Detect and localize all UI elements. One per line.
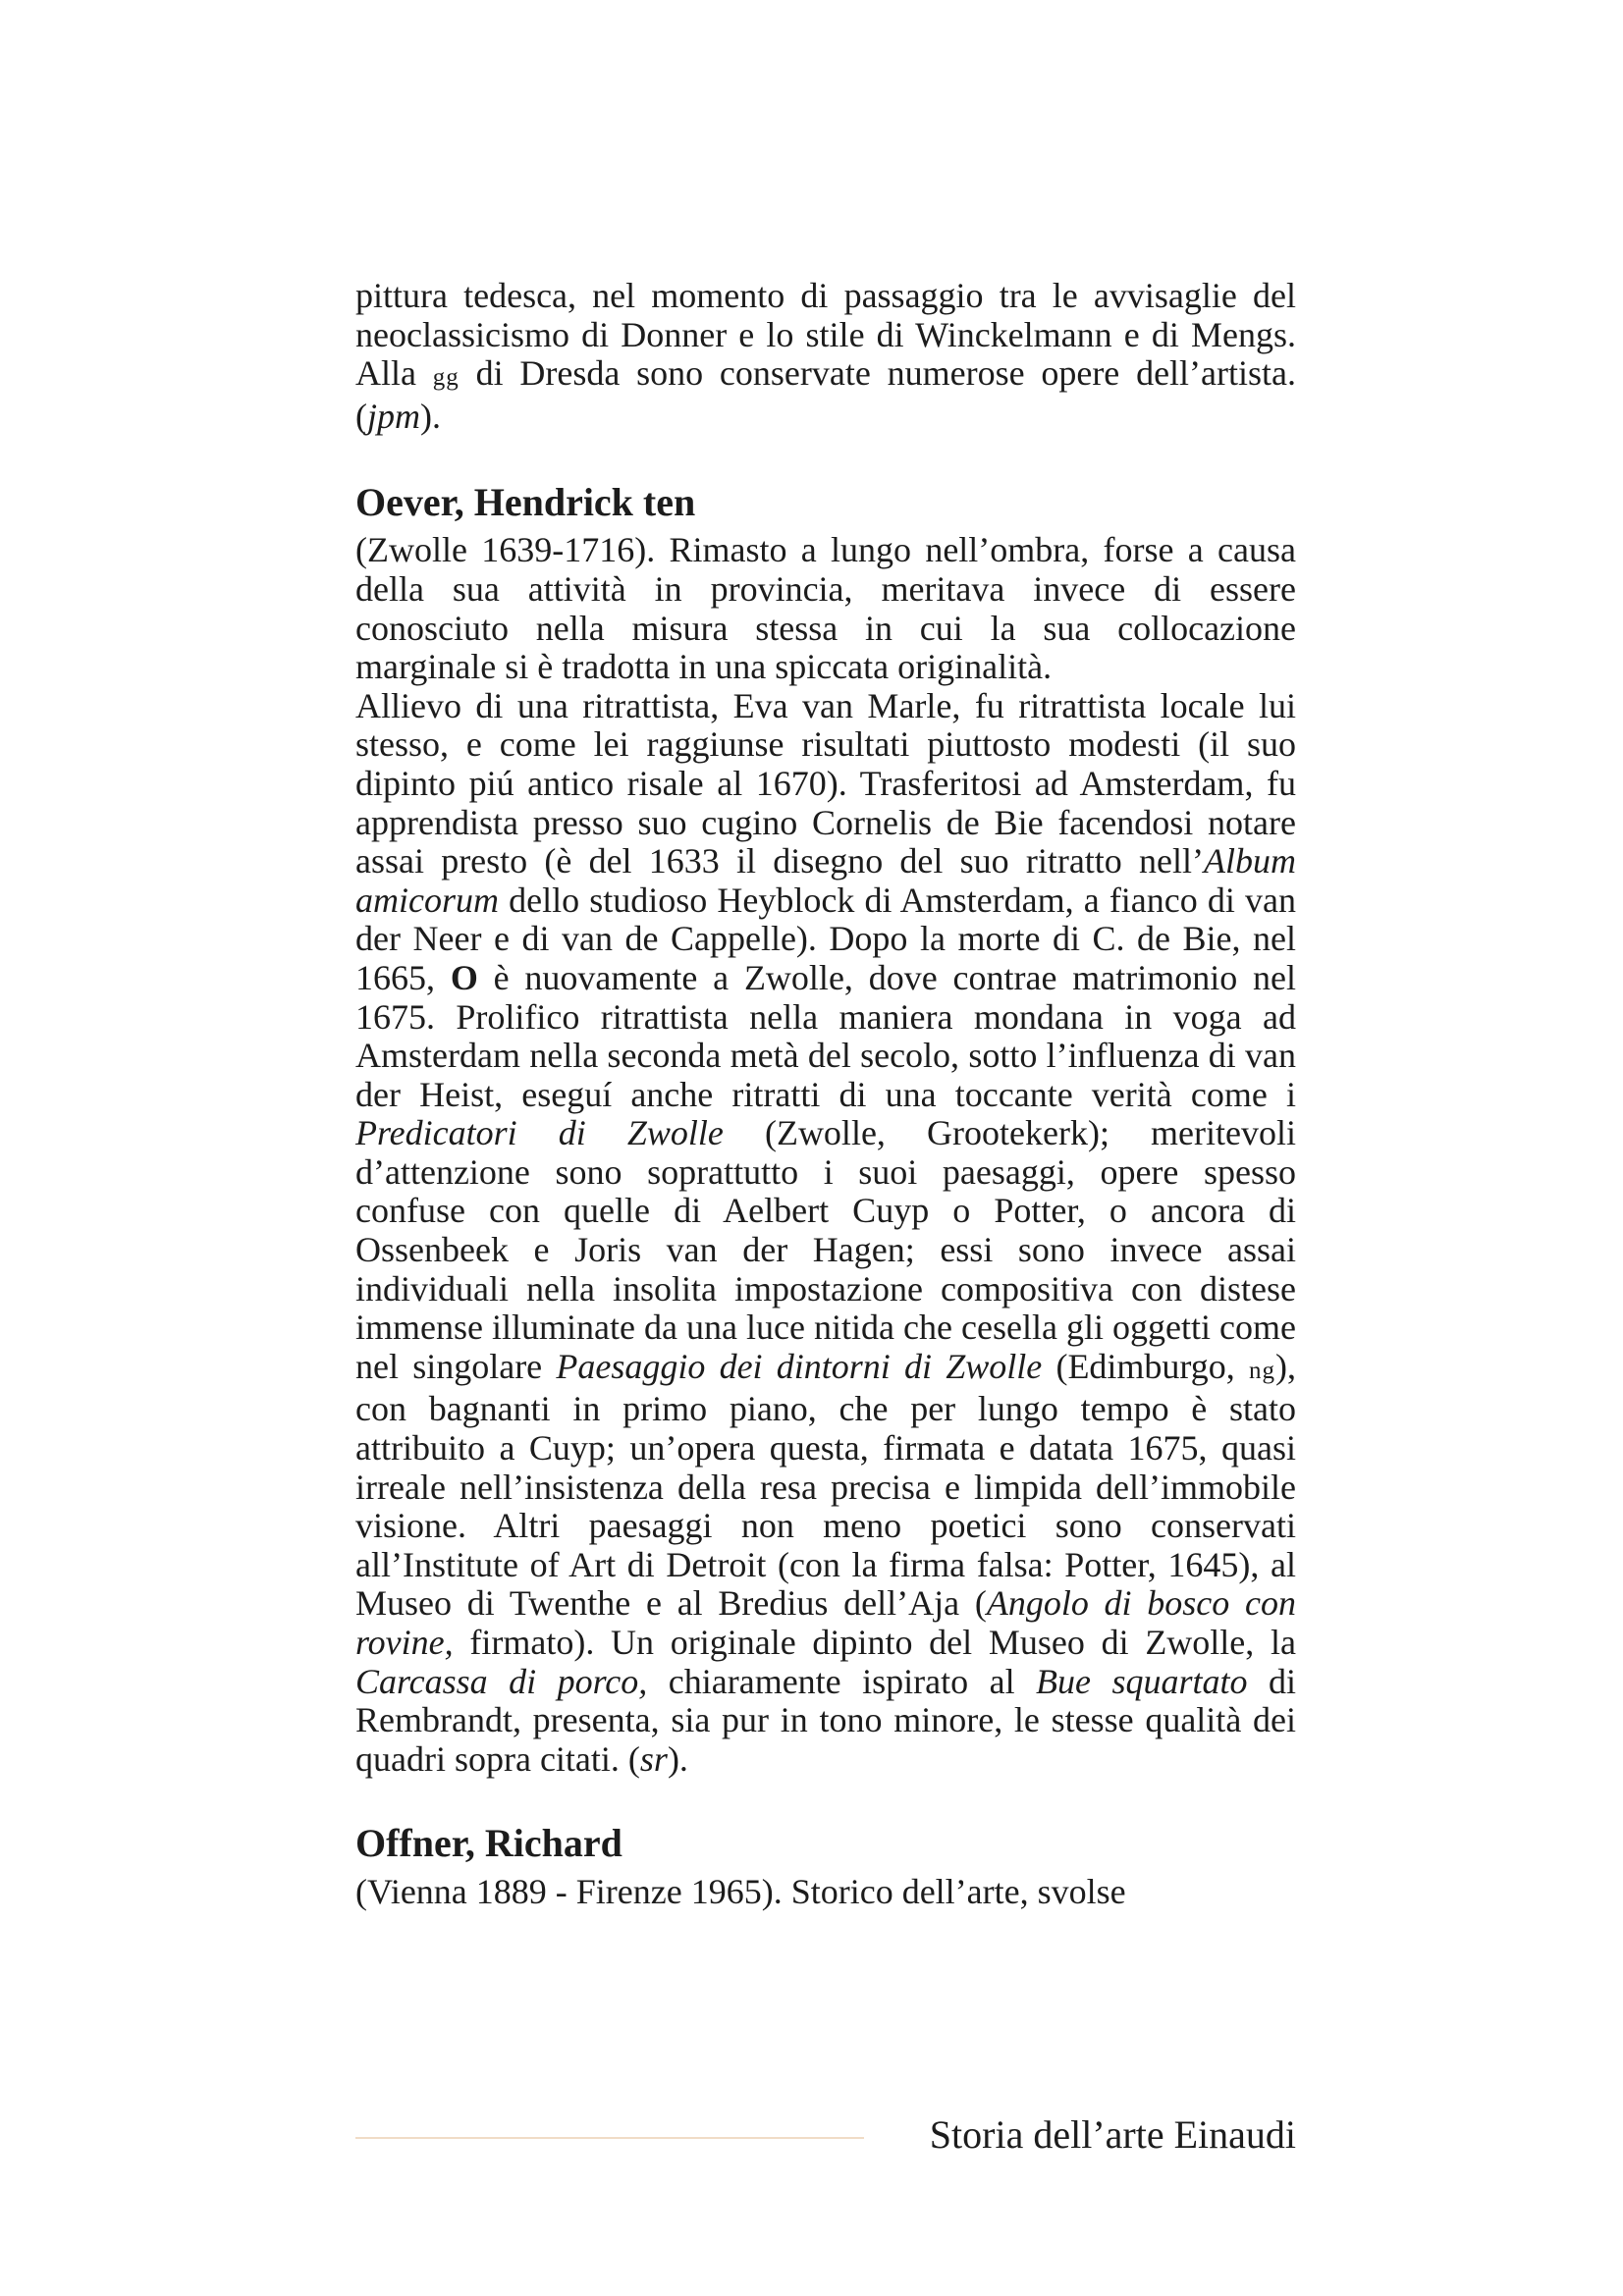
artwork-title-bue: Bue squartato bbox=[1036, 1661, 1248, 1701]
oever-text-k: ), con bagnanti in primo piano, che per lungo tempo è stato attribuito a Cuyp; un’opera questa, firmata e datata 1675, quasi irreale nell’insistenza della resa precisa e limpida dell’immobile visione. Altri paesaggi non meno poetici sono conservati all’Institute of Art di Detroit (con la firma falsa: Potter, 1645), al Museo di Twenthe e al Bredius dell’Aja ( bbox=[355, 1346, 1296, 1624]
oever-paragraph-2 bbox=[355, 687, 1296, 1780]
intro-text-2: di Dresda sono conservate numerose opere dell’artista. ( bbox=[355, 353, 1297, 436]
artwork-title-predicatori: Predicatori di Zwolle bbox=[355, 1113, 724, 1153]
intro-text-1: pittura tedesca, nel momento di passaggio tra le avvisaglie del neoclassicismo di Donner e lo stile di Winckelmann e di Mengs. Alla bbox=[355, 276, 1296, 394]
oever-text-e: è nuovamente a Zwolle, dove contrae matrimonio nel 1675. Prolifico ritrattista nella maniera mondana in voga ad Amsterdam nella seconda metà del secolo, sotto l’influenza di van der Heist, eseguí anche ritratti di una toccante verità come i bbox=[355, 957, 1297, 1114]
footer-title: Storia dell’arte Einaudi bbox=[929, 2112, 1296, 2157]
text-column bbox=[355, 277, 1296, 1912]
oever-text-m: firmato). Un originale dipinto del Museo di Zwolle, la bbox=[453, 1623, 1296, 1662]
footer-rule bbox=[355, 2137, 864, 2139]
oever-paragraph-1: (Zwolle 1639-1716). Rimasto a lungo nell’ombra, forse a causa della sua attività in provincia, meritava invece di essere conosciuto nella misura stessa in cui la sua collocazione marginale si è tradotta in una spiccata originalità. bbox=[355, 530, 1296, 687]
artwork-title-carcassa: Carcassa di porco, bbox=[355, 1661, 648, 1701]
artwork-title-paesaggio: Paesaggio dei dintorni di Zwolle bbox=[556, 1346, 1043, 1386]
artwork-title-angolo: Angolo di bosco con rovine, bbox=[355, 1583, 1296, 1662]
oever-text-i: (Edimburgo, bbox=[1042, 1346, 1249, 1386]
author-initials: jpm bbox=[367, 396, 420, 436]
entry-initial: O bbox=[450, 957, 478, 997]
entry-heading-offner: Offner, Richard bbox=[355, 1821, 622, 1866]
oever-text-s: ). bbox=[667, 1738, 688, 1779]
oever-text-c: dello studioso Heyblock di Amsterdam, a fianco di van der Neer e di van de Cappelle). Dopo la morte di C. de Bie, nel 1665, bbox=[355, 880, 1296, 997]
oever-text-q: di Rembrandt, presenta, sia pur in tono minore, le stesse qualità dei quadri sopra citati. ( bbox=[355, 1661, 1296, 1779]
abbr-gg: gg bbox=[432, 364, 460, 392]
oever-text-a: Allievo di una ritrattista, Eva van Marle, fu ritrattista locale lui stesso, e come lei raggiunse risultati piuttosto modesti (il suo dipinto piú antico risale al 1670). Trasferitosi ad Amsterdam, fu apprendista presso suo cugino Cornelis de Bie facendosi notare assai presto (è del 1633 il disegno del suo ritratto nell’ bbox=[355, 685, 1296, 881]
oever-text-g: (Zwolle, Grootekerk); meritevoli d’attenzione sono soprattutto i suoi paesaggi, opere spesso confuse con quelle di Aelbert Cuyp o Potter, o ancora di Ossenbeek e Joris van der Hagen; essi sono invece assai individuali nella insolita impostazione compositiva con distese immense illuminate da una luce nitida che cesella gli oggetti come nel singolare bbox=[355, 1113, 1296, 1386]
intro-paragraph bbox=[355, 277, 1296, 436]
intro-text-3: ). bbox=[420, 396, 441, 436]
offner-paragraph-1: (Vienna 1889 - Firenze 1965). Storico dell’arte, svolse bbox=[355, 1872, 1126, 1912]
abbr-ng: ng bbox=[1248, 1357, 1275, 1384]
artwork-title-album: Album amicorum bbox=[355, 841, 1296, 920]
entry-heading-oever: Oever, Hendrick ten bbox=[355, 480, 696, 525]
oever-text-o: chiaramente ispirato al bbox=[647, 1661, 1037, 1701]
author-initials-sr: sr bbox=[639, 1738, 668, 1779]
